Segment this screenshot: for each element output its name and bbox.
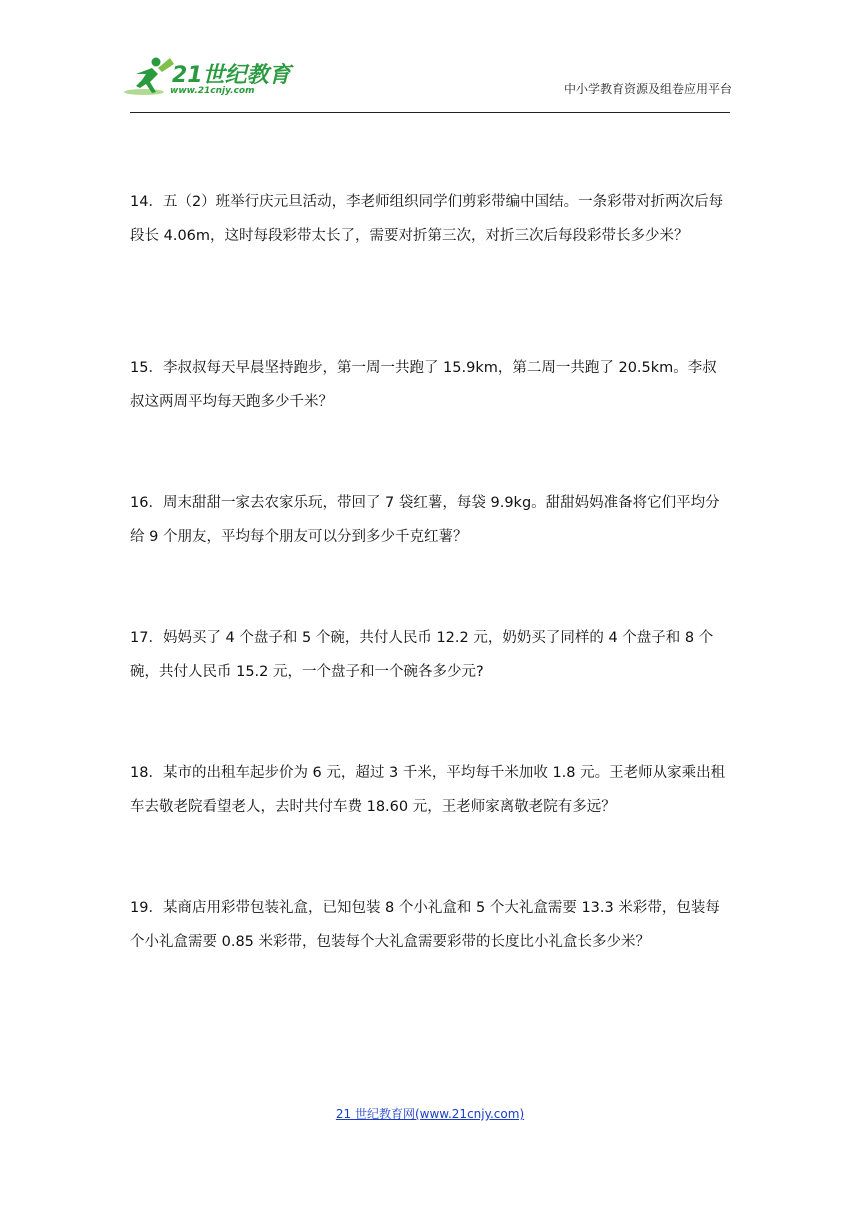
question-19: 19．某商店用彩带包装礼盒，已知包装 8 个小礼盒和 5 个大礼盒需要 13.3 米彩带，包装每个小礼盒需要 0.85 米彩带，包装每个大礼盒需要彩带的长度比小礼盒长多少米？ [130, 900, 720, 950]
header-tagline: 中小学教育资源及组卷应用平台 [563, 82, 732, 96]
header-divider [130, 112, 730, 113]
site-logo[interactable] [122, 52, 302, 102]
logo-wordmark: 21世纪教育 [172, 63, 291, 88]
logo-url: www.21cnjy.com [170, 86, 255, 96]
page-header [122, 52, 732, 114]
question-17: 17．妈妈买了 4 个盘子和 5 个碗，共付人民币 12.2 元，奶奶买了同样的 4 个盘子和 8 个碗，共付人民币 15.2 元，一个盘子和一个碗各多少元? [130, 630, 714, 680]
footer-link[interactable]: 21 世纪教育网(www.21cnjy.com) [335, 1107, 525, 1121]
question-16: 16．周末甜甜一家去农家乐玩，带回了 7 袋红薯，每袋 9.9kg。甜甜妈妈准备将它们平均分给 9 个朋友，平均每个朋友可以分到多少千克红薯？ [130, 495, 720, 545]
question-18: 18．某市的出租车起步价为 6 元，超过 3 千米，平均每千米加收 1.8 元。王老师从家乘出租车去敬老院看望老人，去时共付车费 18.60 元，王老师家离敬老院有多远？ [130, 765, 726, 815]
question-14: 14．五（2）班举行庆元旦活动，李老师组织同学们剪彩带编中国结。一条彩带对折两次后每段长 4.06m，这时每段彩带太长了，需要对折第三次，对折三次后每段彩带长多少米？ [130, 194, 724, 244]
question-15: 15．李叔叔每天早晨坚持跑步，第一周一共跑了 15.9km，第二周一共跑了 20.5km。李叔叔这两周平均每天跑多少千米？ [130, 360, 717, 410]
